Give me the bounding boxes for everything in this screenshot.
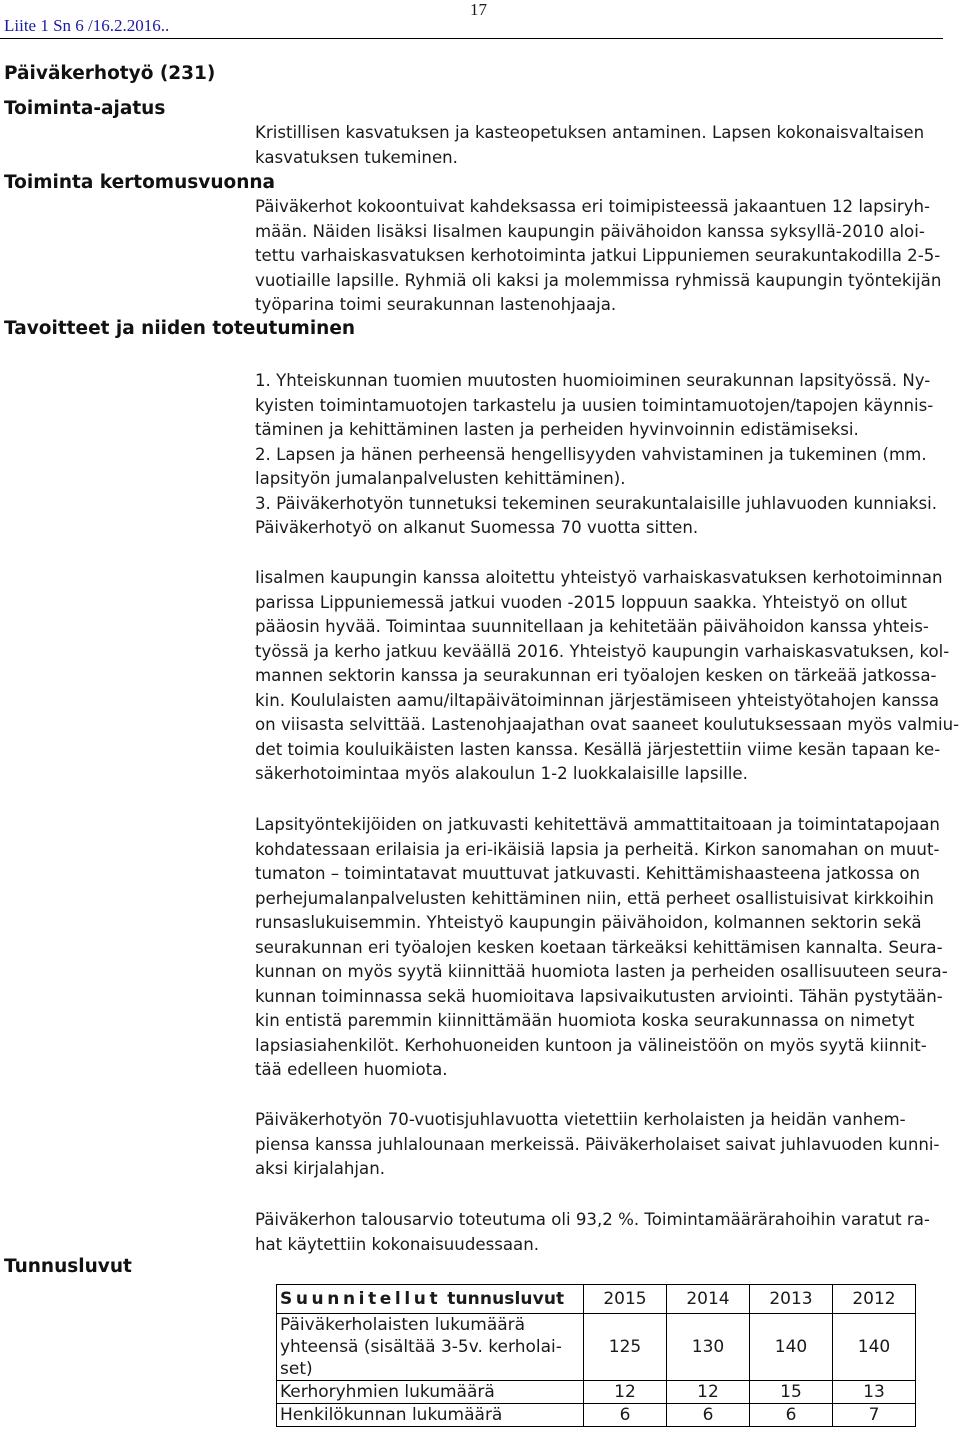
text-line: Iisalmen kaupungin kanssa aloitettu yhteistyö varhaiskasvatuksen kerhotoiminnan xyxy=(255,568,943,587)
row-label-line: set) xyxy=(280,1359,313,1379)
text-line: on viisasta selvittää. Lastenohjaajathan ovat saaneet koulutuksessaan myös valmiu- xyxy=(255,715,960,734)
text-line: Päiväkerhotyön 70-vuotisjuhlavuotta vietettiin kerholaisten ja heidän vanhem- xyxy=(255,1110,906,1129)
row-label xyxy=(277,1314,584,1381)
text-line: lapsiasiahenkilöt. Kerhohuoneiden kuntoon ja välineistöön on myös syytä kiinnit- xyxy=(255,1035,927,1055)
toiminta-ajatus-text xyxy=(255,121,955,170)
text-line: kin. Koululaisten aamu/iltapäivätoiminnan järjestämiseen yhteistyötahojen kanssa xyxy=(255,690,940,710)
year-2012: 2012 xyxy=(833,1285,916,1314)
text-line: kin entistä paremmin kiinnittämään huomiota koska seurakunnassa on nimetyt xyxy=(255,1011,915,1030)
text-line: tumaton – toimintatavat muuttuvat jatkuvasti. Kehittämishaasteena jatkossa on xyxy=(255,864,920,883)
goal-line: Päiväkerhotyö on alkanut Suomessa 70 vuotta sitten. xyxy=(255,518,699,537)
table-cell: 15 xyxy=(750,1381,833,1404)
row-label-line: Päiväkerholaisten lukumäärä xyxy=(280,1315,526,1335)
paragraph-yhteistyo xyxy=(255,566,960,787)
table-row xyxy=(277,1404,916,1427)
text-line: perhejumalanpalvelusten kehittäminen niin, että perheet osallistuisivat kirkkoihin xyxy=(255,888,934,908)
paragraph-lapsityontekijat xyxy=(255,813,955,1083)
toiminta-kertomusvuonna-text xyxy=(255,195,955,318)
table-cell: 12 xyxy=(667,1381,750,1404)
table-row xyxy=(277,1314,916,1381)
table-header-label xyxy=(277,1285,584,1314)
header-divider xyxy=(0,38,943,39)
attachment-reference: Liite 1 Sn 6 /16.2.2016.. xyxy=(4,16,170,35)
row-label-line: yhteensä (sisältää 3-5v. kerholai- xyxy=(280,1337,562,1357)
text-line: kohdatessaan erilaisia ja eri-ikäisiä lapsia ja perheitä. Kirkon sanomahan on muut- xyxy=(255,839,940,859)
text-line: Päiväkerhot kokoontuivat kahdeksassa eri toimipisteessä jakaantuen 12 lapsiryh- xyxy=(255,197,931,216)
heading-toiminta-ajatus: Toiminta-ajatus xyxy=(4,98,166,119)
text-line: piensa kanssa juhlalounaan merkeissä. Päiväkerholaiset saivat juhlavuoden kunni- xyxy=(255,1134,940,1154)
page-number: 17 xyxy=(470,0,487,19)
text-line: kunnan toiminnassa sekä huomioitava lapsivaikutusten arviointi. Tähän pystytään- xyxy=(255,986,943,1006)
page-title: Päiväkerhotyö (231) xyxy=(4,63,216,84)
table-cell: 12 xyxy=(584,1381,667,1404)
text-line: mannen sektorin kanssa ja seurakunnan eri työalojen kesken on tärkeää jatkossa- xyxy=(255,666,937,685)
goal-line: 1. Yhteiskunnan tuomien muutosten huomioiminen seurakunnan lapsityössä. Ny- xyxy=(255,371,931,390)
text-line: Päiväkerhon talousarvio toteutuma oli 93,2 %. Toimintamäärärahoihin varatut ra- xyxy=(255,1210,930,1229)
text-line: tettu varhaiskasvatuksen kerhotoiminta jatkui Lippuniemen seurakuntakodilla 2-5- xyxy=(255,246,941,265)
header-rest: tunnusluvut xyxy=(441,1289,565,1309)
year-2015: 2015 xyxy=(584,1285,667,1314)
year-2013: 2013 xyxy=(750,1285,833,1314)
heading-tavoitteet: Tavoitteet ja niiden toteutuminen xyxy=(4,318,356,339)
goal-line: 2. Lapsen ja hänen perheensä hengellisyyden vahvistaminen ja tukeminen (mm. xyxy=(255,444,927,464)
goals-list xyxy=(255,369,955,541)
paragraph-talousarvio xyxy=(255,1208,955,1257)
key-figures-table xyxy=(276,1284,916,1427)
goal-line: täminen ja kehittäminen lasten ja perheiden hyvinvoinnin edistämiseksi. xyxy=(255,420,859,439)
text-line: Lapsityöntekijöiden on jatkuvasti kehitettävä ammattitaitoaan ja toimintatapojaan xyxy=(255,815,940,834)
header-spaced-word: Suunnitellut xyxy=(280,1289,442,1309)
year-2014: 2014 xyxy=(667,1285,750,1314)
table-cell: 7 xyxy=(833,1404,916,1427)
heading-toiminta-kertomusvuonna: Toiminta kertomusvuonna xyxy=(4,172,276,193)
text-line: Kristillisen kasvatuksen ja kasteopetuksen antaminen. Lapsen kokonaisvaltaisen xyxy=(255,123,925,142)
paragraph-juhlavuosi xyxy=(255,1108,955,1182)
text-line: parissa Lippuniemessä jatkui vuoden -2015 loppuun saakka. Yhteistyö on ollut xyxy=(255,592,908,612)
goal-line: kyisten toimintamuotojen tarkastelu ja uusien toimintamuotojen/tapojen käynnis- xyxy=(255,395,934,415)
row-label: Henkilökunnan lukumäärä xyxy=(277,1404,584,1427)
table-cell: 140 xyxy=(833,1314,916,1381)
text-line: säkerhotoimintaa myös alakoulun 1-2 luokkalaisille lapsille. xyxy=(255,764,748,783)
text-line: seurakunnan eri työalojen kesken koetaan tärkeäksi kehittämisen kannalta. Seura- xyxy=(255,937,943,957)
table-cell: 125 xyxy=(584,1314,667,1381)
table-cell: 6 xyxy=(750,1404,833,1427)
goal-line: lapsityön jumalanpalvelusten kehittäminen). xyxy=(255,469,626,488)
text-line: työparina toimi seurakunnan lastenohjaaja. xyxy=(255,295,617,314)
table-row xyxy=(277,1381,916,1404)
row-label: Kerhoryhmien lukumäärä xyxy=(277,1381,584,1404)
table-cell: 6 xyxy=(667,1404,750,1427)
text-line: aksi kirjalahjan. xyxy=(255,1159,385,1178)
text-line: hat käytettiin kokonaisuudessaan. xyxy=(255,1234,539,1254)
text-line: det toimia kouluikäisten lasten kanssa. Kesällä järjestettiin viime kesän tapaan ke- xyxy=(255,739,941,759)
table-cell: 140 xyxy=(750,1314,833,1381)
text-line: tää edelleen huomiota. xyxy=(255,1060,448,1079)
text-line: runsaslukuisemmin. Yhteistyö kaupungin päivähoidon, kolmannen sektorin sekä xyxy=(255,913,922,932)
goal-line: 3. Päiväkerhotyön tunnetuksi tekeminen seurakuntalaisille juhlavuoden kunniaksi. xyxy=(255,493,938,513)
text-line: työssä ja kerho jatkuu keväällä 2016. Yhteistyö kaupungin varhaiskasvatuksen, kol- xyxy=(255,641,950,661)
table-cell: 130 xyxy=(667,1314,750,1381)
text-line: vuotiaille lapsille. Ryhmiä oli kaksi ja molemmissa ryhmissä kaupungin työntekijän xyxy=(255,270,942,290)
heading-tunnusluvut: Tunnusluvut xyxy=(4,1256,132,1277)
table-cell: 6 xyxy=(584,1404,667,1427)
text-line: kasvatuksen tukeminen. xyxy=(255,147,458,167)
text-line: pääosin hyvää. Toimintaa suunnitellaan ja kehitetään päivähoidon kanssa yhteis- xyxy=(255,617,929,636)
text-line: mään. Näiden lisäksi Iisalmen kaupungin päivähoidon kanssa syksyllä-2010 aloi- xyxy=(255,221,925,241)
table-header-row xyxy=(277,1285,916,1314)
text-line: kunnan on myös syytä kiinnittää huomiota lasten ja perheiden osallisuuteen seura- xyxy=(255,962,948,981)
table-cell: 13 xyxy=(833,1381,916,1404)
